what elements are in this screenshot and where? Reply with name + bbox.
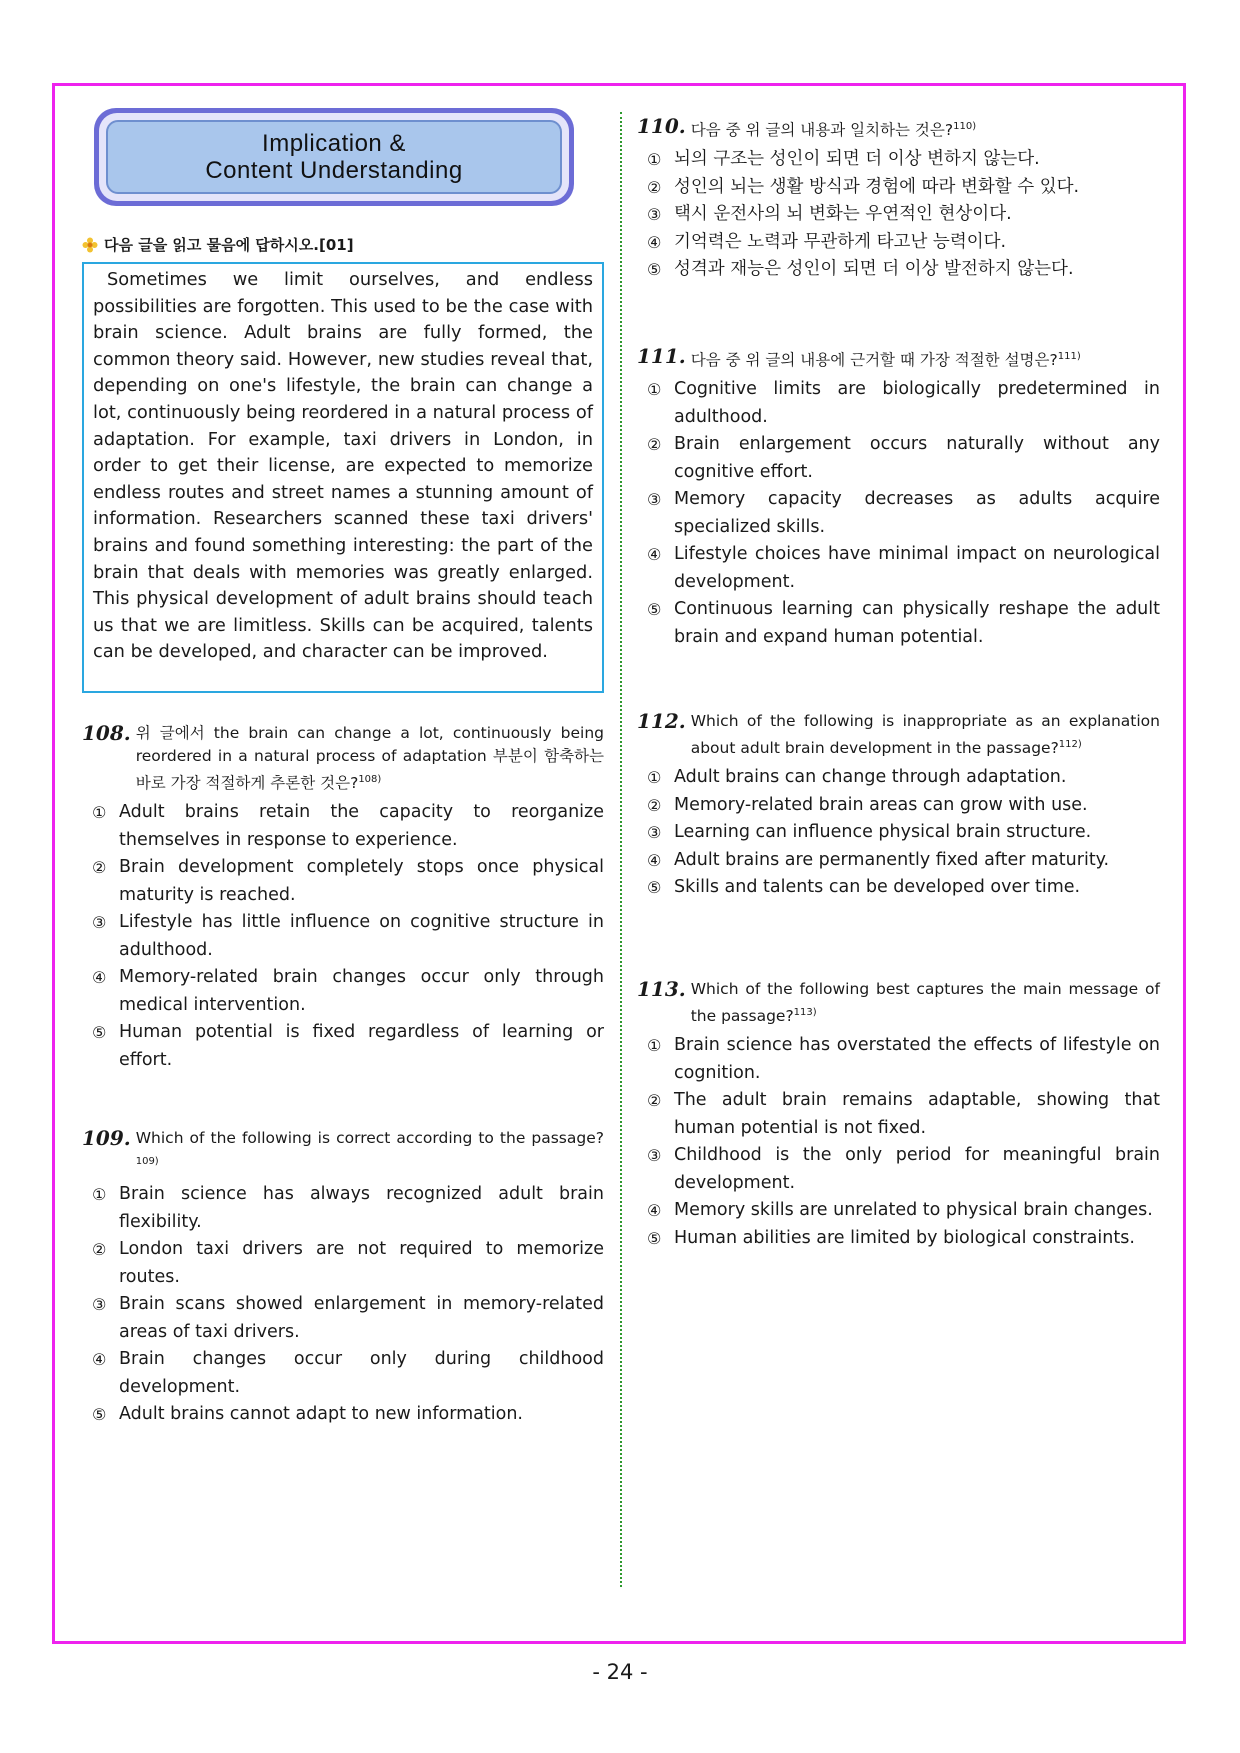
option-2[interactable]: ② The adult brain remains adaptable, showing that human potential is not fixed. [647, 1090, 1160, 1138]
option-5[interactable]: ⑤ Skills and talents can be developed over time. [647, 877, 1081, 898]
options-list [637, 146, 1160, 284]
option-2[interactable]: ② Memory-related brain areas can grow with use. [647, 794, 1088, 815]
question-number: 113. [637, 977, 686, 1001]
reading-passage: Sometimes we limit ourselves, and endless possibilities are forgotten. This used to be the case with brain science. Adult brains are fully formed, the common theory said. However, new studies reveal that, depending on one's lifestyle, the brain can change a lot, continuously being reordered in a natural process of adaptation. For example, taxi drivers in London, in order to get their license, are expected to memorize endless routes and street names a stunning amount of information. Researchers scanned these taxi drivers' brains and found something interesting: the part of the brain that deals with memories was greatly enlarged. This physical development of adult brains should teach us that we are limitless. Skills can be acquired, talents can be developed, and character can be improved. [82, 262, 604, 693]
option-2[interactable]: ② 성인의 뇌는 생활 방식과 경험에 따라 변화할 수 있다. [647, 176, 1080, 197]
option-1[interactable]: ① Brain science has overstated the effects of lifestyle on cognition. [647, 1035, 1160, 1083]
option-4[interactable]: ④ Adult brains are permanently fixed after maturity. [647, 849, 1110, 870]
option-1[interactable]: ① Cognitive limits are biologically predetermined in adulthood. [647, 379, 1160, 427]
options-list [637, 376, 1160, 651]
question-prompt: 다음 중 위 글의 내용과 일치하는 것은? [690, 121, 954, 140]
option-2[interactable]: ② London taxi drivers are not required to memorize routes. [92, 1239, 604, 1287]
question-111: 111. 다음 중 위 글의 내용에 근거할 때 가장 적절한 설명은?$^{111)}$ ① Cognitive limits are biologically predetermined in adulthood. ② Brain enlargement occurs naturally without any cognitive effort. ③ Memory capacity decreases as adults acquire specialized skills. ④ Lifestyle choices have minimal impact on neurological development. ⑤ Continuous learning can physically reshape the adult brain and expand human potential. [637, 345, 1160, 651]
option-3[interactable]: ③ Lifestyle has little influence on cognitive structure in adulthood. [92, 912, 604, 960]
question-110: 110. 다음 중 위 글의 내용과 일치하는 것은?$^{110)}$ ① 뇌의 구조는 성인이 되면 더 이상 변하지 않는다. ② 성인의 뇌는 생활 방식과 경험에 따라 변화할 수 있다. ③ 택시 운전사의 뇌 변화는 우연적인 현상이다. ④ 기억력은 노력과 무관하게 타고난 능력이다. ⑤ 성격과 재능은 성인이 되면 더 이상 발전하지 않는다. [637, 115, 1160, 284]
option-2[interactable]: ② Brain development completely stops once physical maturity is reached. [92, 857, 604, 905]
question-prompt: Which of the following best captures the main message of the passage? [690, 980, 1160, 1026]
option-3[interactable]: ③ Memory capacity decreases as adults acquire specialized skills. [647, 489, 1160, 537]
option-3[interactable]: ③ Learning can influence physical brain structure. [647, 822, 1092, 843]
option-4[interactable]: ④ Memory-related brain changes occur only through medical intervention. [92, 967, 604, 1015]
option-3[interactable]: ③ 택시 운전사의 뇌 변화는 우연적인 현상이다. [647, 204, 1012, 225]
column-divider [620, 112, 622, 1587]
option-5[interactable]: ⑤ Continuous learning can physically reshape the adult brain and expand human potential. [647, 599, 1160, 647]
question-number: 108. [82, 721, 131, 745]
question-prompt: Which of the following is correct according to the passage? [135, 1129, 604, 1147]
options-list [637, 764, 1160, 902]
option-4[interactable]: ④ 기억력은 노력과 무관하게 타고난 능력이다. [647, 231, 1007, 252]
question-number: 112. [637, 709, 686, 733]
question-108: 108. 위 글에서 the brain can change a lot, continuously being reordered in a natural process of adaptation 부분이 함축하는 바로 가장 적절하게 추론한 것은?$^{108)}$ ① Adult brains retain the capacity to reorganize themselves in response to experience. ② Brain development completely stops once physical maturity is reached. ③ Lifestyle has little influence on cognitive structure in adulthood. ④ Memory-related brain changes occur only through medical intervention. ⑤ Human potential is fixed regardless of learning or effort. [82, 722, 604, 1074]
option-5[interactable]: ⑤ 성격과 재능은 성인이 되면 더 이상 발전하지 않는다. [647, 259, 1074, 280]
question-prompt: 위 글에서 the brain can change a lot, continuously being reordered in a natural process of adaptation 부분이 함축하는 바로 가장 적절하게 추론한 것은? [135, 724, 604, 793]
question-number: 110. [637, 114, 686, 138]
question-number: 109. [82, 1126, 131, 1150]
option-5[interactable]: ⑤ Adult brains cannot adapt to new information. [92, 1404, 523, 1425]
option-5[interactable]: ⑤ Human abilities are limited by biological constraints. [647, 1227, 1135, 1248]
instruction: 다음 글을 읽고 물음에 답하시오.[01] [82, 234, 354, 255]
section-title: Implication & Content Understanding [205, 130, 463, 184]
page-number: - 24 - [592, 1660, 648, 1684]
option-5[interactable]: ⑤ Human potential is fixed regardless of learning or effort. [92, 1022, 604, 1070]
options-list [82, 799, 604, 1074]
option-3[interactable]: ③ Childhood is the only period for meaningful brain development. [647, 1145, 1160, 1193]
option-1[interactable]: ① Adult brains retain the capacity to reorganize themselves in response to experience. [92, 802, 604, 850]
flower-icon [82, 237, 98, 253]
question-109: 109. Which of the following is correct according to the passage?$^{109)}$ ① Brain science has always recognized adult brain flexibility. ② London taxi drivers are not required to memorize routes. ③ Brain scans showed enlargement in memory-related areas of taxi drivers. ④ Brain changes occur only during childhood development. ⑤ Adult brains cannot adapt to new information. [82, 1127, 604, 1429]
section-title-badge [94, 108, 574, 206]
options-list [637, 1032, 1160, 1252]
question-prompt: 다음 중 위 글의 내용에 근거할 때 가장 적절한 설명은? [690, 351, 1058, 370]
option-1[interactable]: ① 뇌의 구조는 성인이 되면 더 이상 변하지 않는다. [647, 149, 1040, 170]
option-2[interactable]: ② Brain enlargement occurs naturally without any cognitive effort. [647, 434, 1160, 482]
option-1[interactable]: ① Brain science has always recognized adult brain flexibility. [92, 1184, 604, 1232]
options-list [82, 1181, 604, 1429]
option-1[interactable]: ① Adult brains can change through adaptation. [647, 767, 1067, 788]
question-113: 113. Which of the following best captures the main message of the passage?$^{113)}$ ① Brain science has overstated the effects of lifestyle on cognition. ② The adult brain remains adaptable, showing that human potential is not fixed. ③ Childhood is the only period for meaningful brain development. ④ Memory skills are unrelated to physical brain changes. ⑤ Human abilities are limited by biological constraints. [637, 978, 1160, 1252]
question-number: 111. [637, 344, 686, 368]
question-prompt: Which of the following is inappropriate as an explanation about adult brain development in the passage? [690, 712, 1160, 758]
option-4[interactable]: ④ Brain changes occur only during childhood development. [92, 1349, 604, 1397]
option-4[interactable]: ④ Memory skills are unrelated to physical brain changes. [647, 1200, 1153, 1221]
option-3[interactable]: ③ Brain scans showed enlargement in memory-related areas of taxi drivers. [92, 1294, 604, 1342]
option-4[interactable]: ④ Lifestyle choices have minimal impact on neurological development. [647, 544, 1160, 592]
question-112: 112. Which of the following is inappropriate as an explanation about adult brain development in the passage?$^{112)}$ ① Adult brains can change through adaptation. ② Memory-related brain areas can grow with use. ③ Learning can influence physical brain structure. ④ Adult brains are permanently fixed after maturity. ⑤ Skills and talents can be developed over time. [637, 710, 1160, 902]
